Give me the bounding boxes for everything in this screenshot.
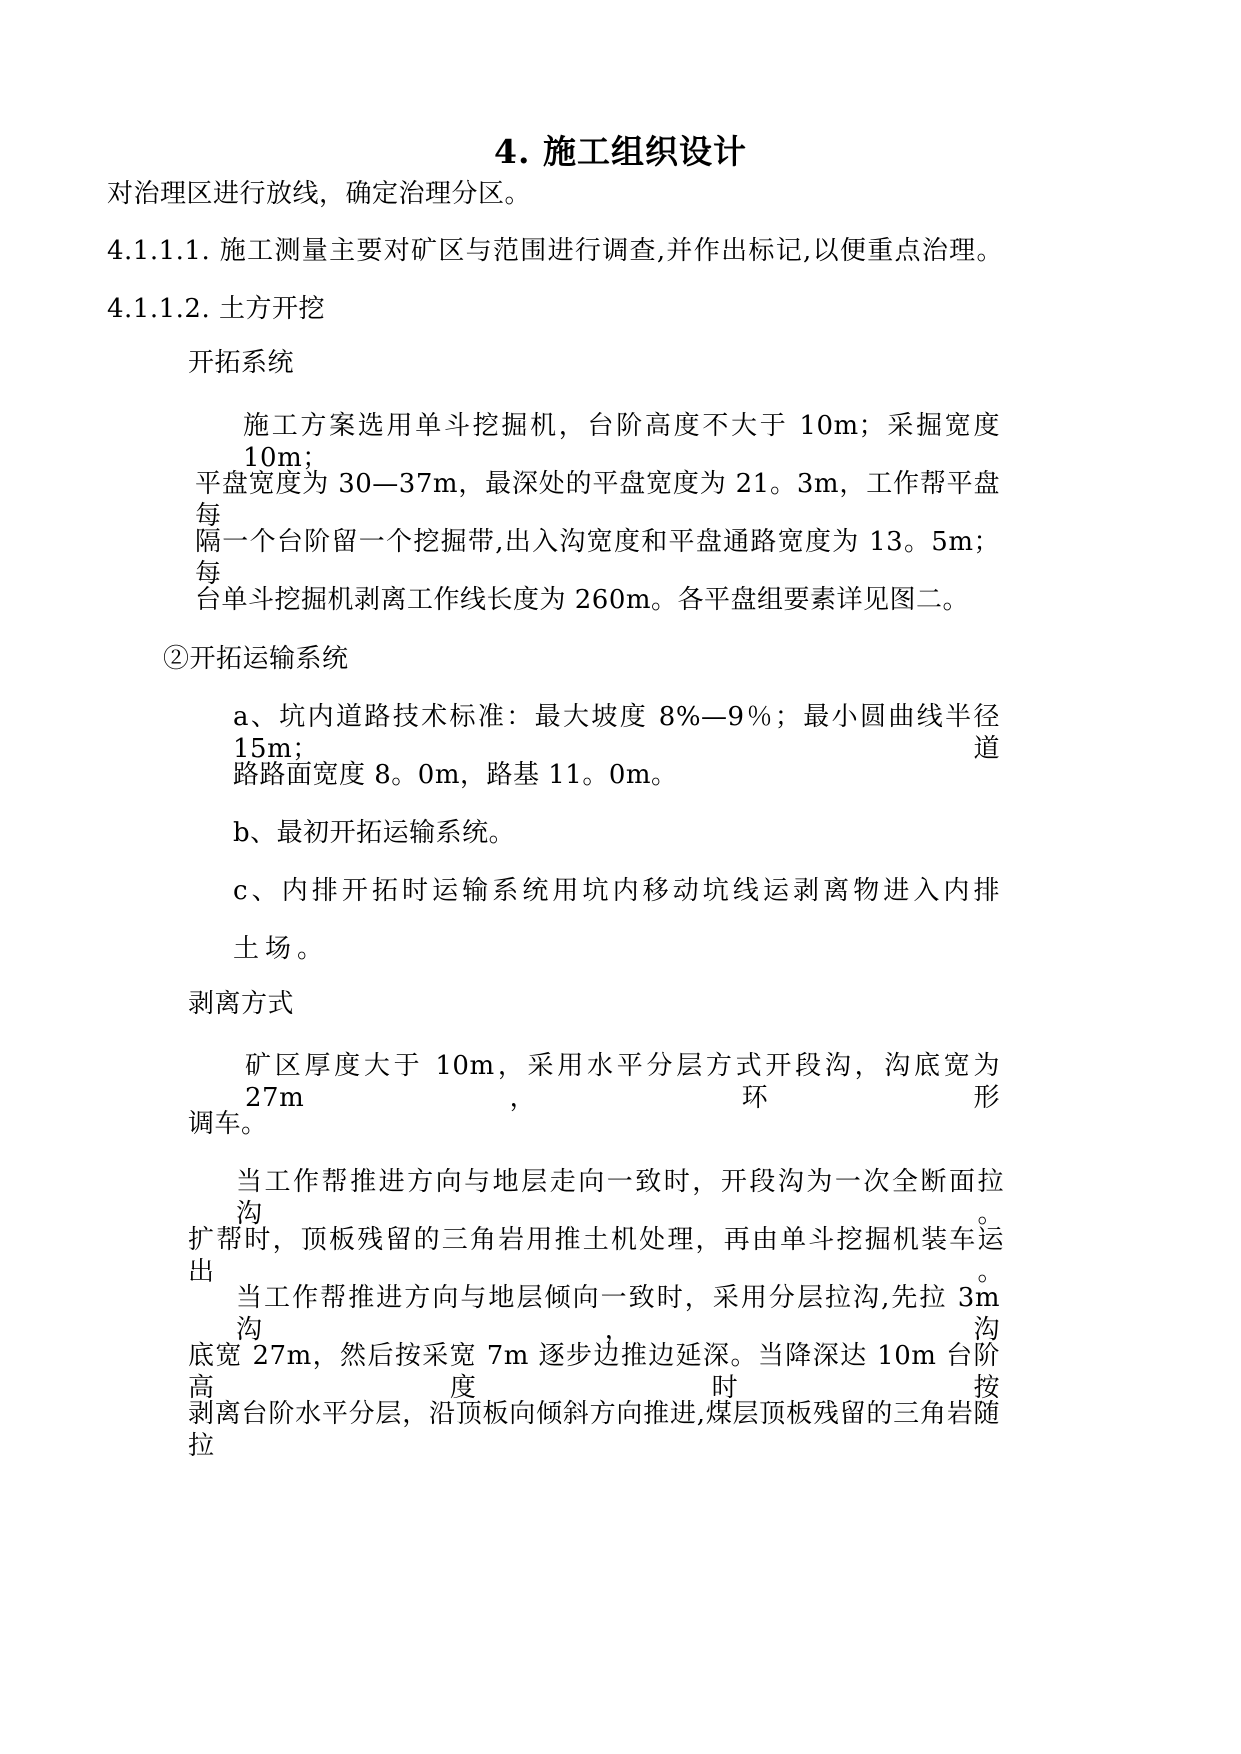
paragraph-line: 剥离台阶水平分层，沿顶板向倾斜方向推进,煤层顶板残留的三角岩随拉 (188, 1399, 1000, 1461)
paragraph-line: 矿区厚度大于 10m，采用水平分层方式开段沟，沟底宽为 27m，环形 (245, 1051, 1000, 1113)
paragraph-line: 对治理区进行放线，确定治理分区。 (107, 179, 532, 209)
paragraph-line: 施工方案选用单斗挖掘机，台阶高度不大于 10m；采掘宽度 10m； (243, 411, 1000, 473)
paragraph-line: 扩帮时，顶板残留的三角岩用推土机处理，再由单斗挖掘机装车运出。 (188, 1225, 1004, 1287)
list-item-c-continued: 土场。 (233, 934, 330, 964)
section-4-1-1-2: 4.1.1.2. 土方开挖 (107, 294, 325, 324)
subheading-stripping-method: 剥离方式 (188, 989, 295, 1019)
document-title: 4. 施工组织设计 (494, 132, 747, 171)
paragraph-line: 当工作帮推进方向与地层倾向一致时，采用分层拉沟,先拉 3m 沟，沟 (236, 1283, 1000, 1345)
paragraph-line: 平盘宽度为 30—37m，最深处的平盘宽度为 21。3m，工作帮平盘每 (195, 469, 1000, 531)
subheading-development-system: 开拓系统 (188, 348, 295, 378)
paragraph-line: 台单斗挖掘机剥离工作线长度为 260m。各平盘组要素详见图二。 (195, 585, 970, 615)
section-4-1-1-1: 4.1.1.1. 施工测量主要对矿区与范围进行调查,并作出标记,以便重点治理。 (107, 236, 1003, 266)
paragraph-line: 底宽 27m，然后按采宽 7m 逐步边推边延深。当降深达 10m 台阶高度时按 (188, 1341, 1000, 1403)
list-item-a: a、坑内道路技术标准：最大坡度 8%—9％；最小圆曲线半径 15m；道 (233, 702, 1000, 764)
list-item-b: b、最初开拓运输系统。 (233, 818, 516, 848)
paragraph-line: 隔一个台阶留一个挖掘带,出入沟宽度和平盘通路宽度为 13。5m；每 (195, 527, 1000, 589)
list-item-a-continued: 路路面宽度 8。0m，路基 11。0m。 (233, 760, 678, 790)
list-item-c: c、内排开拓时运输系统用坑内移动坑线运剥离物进入内排 (233, 876, 1000, 906)
paragraph-line: 当工作帮推进方向与地层走向一致时，开段沟为一次全断面拉沟。 (236, 1167, 1004, 1229)
paragraph-line: 调车。 (188, 1109, 268, 1139)
subheading-transport-system: ②开拓运输系统 (163, 644, 349, 674)
